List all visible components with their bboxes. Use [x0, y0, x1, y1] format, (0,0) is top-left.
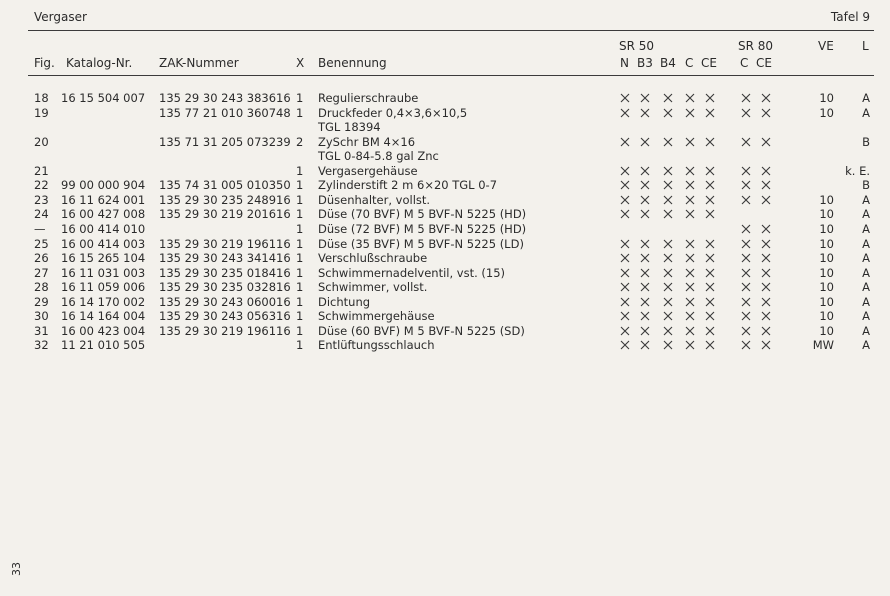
row-l: A: [862, 265, 870, 280]
sr50-applicability-mark-icon: [705, 326, 715, 336]
row-fig: 21: [34, 163, 49, 178]
sr50-applicability-mark-icon: [663, 282, 673, 292]
sr50-applicability-mark-icon: [685, 166, 695, 176]
row-l: A: [862, 236, 870, 251]
sr80-applicability-mark-icon: [741, 108, 751, 118]
row-katalog-nr: 16 11 059 006: [61, 280, 146, 295]
row-katalog-nr: 16 15 265 104: [61, 251, 146, 266]
row-katalog-nr: 99 00 000 904: [61, 178, 146, 193]
sr50-applicability-mark-icon: [705, 180, 715, 190]
sr50-applicability-mark-icon: [685, 180, 695, 190]
row-zak-nummer: 135 71 31 205 073239: [159, 134, 291, 149]
sr80-applicability-mark-icon: [741, 268, 751, 278]
sr50-applicability-mark-icon: [685, 93, 695, 103]
sr80-applicability-mark-icon: [761, 137, 771, 147]
sr80-applicability-mark-icon: [741, 224, 751, 234]
table-row: [0, 251, 890, 265]
row-quantity: 1: [296, 221, 304, 236]
sr50-applicability-mark-icon: [640, 209, 650, 219]
sr80-applicability-mark-icon: [761, 224, 771, 234]
sr50-applicability-mark-icon: [620, 209, 630, 219]
header-katalog: Katalog-Nr.: [66, 56, 133, 70]
row-ve: 10: [819, 207, 834, 222]
row-fig: 20: [34, 134, 49, 149]
sr50-applicability-mark-icon: [640, 239, 650, 249]
row-l: B: [862, 178, 870, 193]
sr50-applicability-mark-icon: [685, 311, 695, 321]
row-zak-nummer: 135 29 30 243 341416: [159, 251, 291, 266]
row-benennung: Regulierschraube: [318, 91, 419, 105]
sr80-applicability-mark-icon: [741, 195, 751, 205]
row-quantity: 1: [296, 323, 304, 338]
sr80-applicability-mark-icon: [741, 137, 751, 147]
row-fig: 27: [34, 265, 49, 280]
row-ve: 10: [819, 192, 834, 207]
row-quantity: 1: [296, 265, 304, 280]
header-sr50-b4: B4: [660, 56, 676, 70]
sr50-applicability-mark-icon: [640, 166, 650, 176]
row-l: A: [862, 309, 870, 324]
sr50-applicability-mark-icon: [663, 137, 673, 147]
sr50-applicability-mark-icon: [705, 137, 715, 147]
sr50-applicability-mark-icon: [640, 297, 650, 307]
row-ve: 10: [819, 265, 834, 280]
row-fig: 22: [34, 178, 49, 193]
sr50-applicability-mark-icon: [685, 297, 695, 307]
top-rule: [28, 30, 874, 31]
sr80-applicability-mark-icon: [741, 326, 751, 336]
row-benennung: Schwimmer, vollst.: [318, 280, 428, 295]
row-quantity: 1: [296, 294, 304, 309]
row-l: A: [862, 280, 870, 295]
sr80-applicability-mark-icon: [761, 239, 771, 249]
header-zak: ZAK-Nummer: [159, 56, 239, 70]
row-katalog-nr: 16 00 427 008: [61, 207, 146, 222]
row-ve: 10: [819, 221, 834, 236]
header-ve: VE: [818, 39, 834, 53]
row-fig: —: [34, 221, 46, 236]
sr50-applicability-mark-icon: [640, 311, 650, 321]
sr50-applicability-mark-icon: [640, 180, 650, 190]
row-l: A: [862, 192, 870, 207]
sr50-applicability-mark-icon: [620, 180, 630, 190]
sr50-applicability-mark-icon: [640, 108, 650, 118]
row-fig: 32: [34, 338, 49, 353]
header-sr80: SR 80: [738, 39, 774, 53]
sr80-applicability-mark-icon: [761, 180, 771, 190]
row-l: A: [862, 251, 870, 266]
header-benennung: Benennung: [318, 56, 387, 70]
header-fig: Fig.: [34, 56, 55, 70]
row-l: A: [862, 105, 870, 120]
row-ve: 10: [819, 309, 834, 324]
table-row: [0, 193, 890, 207]
sr50-applicability-mark-icon: [685, 239, 695, 249]
sr50-applicability-mark-icon: [705, 340, 715, 350]
row-katalog-nr: 16 15 504 007: [61, 91, 146, 105]
sr50-applicability-mark-icon: [640, 282, 650, 292]
row-fig: 29: [34, 294, 49, 309]
sr50-applicability-mark-icon: [640, 93, 650, 103]
sr50-applicability-mark-icon: [705, 282, 715, 292]
row-katalog-nr: 16 00 423 004: [61, 323, 146, 338]
row-benennung: Düse (60 BVF) M 5 BVF-N 5225 (SD): [318, 323, 525, 338]
row-l: A: [862, 221, 870, 236]
sr50-applicability-mark-icon: [640, 137, 650, 147]
sr50-applicability-mark-icon: [620, 282, 630, 292]
row-zak-nummer: 135 74 31 005 010350: [159, 178, 291, 193]
sr50-applicability-mark-icon: [640, 253, 650, 263]
sr50-applicability-mark-icon: [663, 311, 673, 321]
row-benennung: Düse (70 BVF) M 5 BVF-N 5225 (HD): [318, 207, 527, 222]
header-sr80-ce: CE: [756, 56, 772, 70]
sr50-applicability-mark-icon: [685, 268, 695, 278]
sr50-applicability-mark-icon: [663, 108, 673, 118]
sr50-applicability-mark-icon: [620, 297, 630, 307]
sr80-applicability-mark-icon: [741, 239, 751, 249]
row-zak-nummer: 135 29 30 235 018416: [159, 265, 291, 280]
row-benennung: Zylinderstift 2 m 6×20 TGL 0-7: [318, 178, 498, 193]
sr80-applicability-mark-icon: [741, 253, 751, 263]
row-ve: 10: [819, 105, 834, 120]
row-fig: 31: [34, 323, 49, 338]
row-fig: 24: [34, 207, 49, 222]
sr50-applicability-mark-icon: [663, 195, 673, 205]
sr50-applicability-mark-icon: [685, 253, 695, 263]
row-l: A: [862, 91, 870, 105]
sr50-applicability-mark-icon: [640, 326, 650, 336]
sr50-applicability-mark-icon: [620, 268, 630, 278]
sr80-applicability-mark-icon: [761, 166, 771, 176]
row-fig: 23: [34, 192, 49, 207]
sr80-applicability-mark-icon: [741, 297, 751, 307]
row-benennung: Druckfeder 0,4×3,6×10,5: [318, 105, 468, 120]
sr50-applicability-mark-icon: [620, 340, 630, 350]
row-katalog-nr: 16 11 031 003: [61, 265, 146, 280]
sr50-applicability-mark-icon: [620, 326, 630, 336]
header-l: L: [862, 39, 869, 53]
row-benennung: ZySchr BM 4×16: [318, 134, 416, 149]
sr50-applicability-mark-icon: [705, 108, 715, 118]
table-row: [0, 222, 890, 236]
row-zak-nummer: 135 77 21 010 360748: [159, 105, 291, 120]
sr50-applicability-mark-icon: [705, 239, 715, 249]
header-sr50-b3: B3: [637, 56, 653, 70]
sr50-applicability-mark-icon: [663, 340, 673, 350]
row-ve: MW: [812, 338, 834, 353]
table-row: [0, 237, 890, 251]
page-number: 33: [10, 562, 23, 576]
row-zak-nummer: 135 29 30 219 196116: [159, 236, 291, 251]
row-benennung: Schwimmernadelventil, vst. (15): [318, 265, 506, 280]
row-benennung: Düse (72 BVF) M 5 BVF-N 5225 (HD): [318, 221, 527, 236]
row-benennung: Entlüftungsschlauch: [318, 338, 435, 353]
sr50-applicability-mark-icon: [685, 209, 695, 219]
table-row: [0, 324, 890, 338]
sr50-applicability-mark-icon: [640, 340, 650, 350]
row-l: A: [862, 207, 870, 222]
table-row: [0, 120, 890, 134]
sr50-applicability-mark-icon: [705, 166, 715, 176]
sr80-applicability-mark-icon: [761, 311, 771, 321]
sr50-applicability-mark-icon: [705, 209, 715, 219]
table-row: [0, 135, 890, 149]
sr50-applicability-mark-icon: [663, 166, 673, 176]
row-benennung: TGL 18394: [318, 120, 381, 135]
row-benennung: Vergasergehäuse: [318, 163, 418, 178]
row-quantity: 2: [296, 134, 304, 149]
sr80-applicability-mark-icon: [761, 195, 771, 205]
row-l: k. E.: [845, 163, 870, 178]
table-row: [0, 338, 890, 352]
sr50-applicability-mark-icon: [620, 253, 630, 263]
table-row: [0, 266, 890, 280]
row-zak-nummer: 135 29 30 235 032816: [159, 280, 291, 295]
sr50-applicability-mark-icon: [640, 195, 650, 205]
sr80-applicability-mark-icon: [761, 93, 771, 103]
table-row: [0, 309, 890, 323]
sr50-applicability-mark-icon: [663, 209, 673, 219]
header-sr50-n: N: [620, 56, 629, 70]
row-fig: 25: [34, 236, 49, 251]
sr50-applicability-mark-icon: [663, 268, 673, 278]
sr50-applicability-mark-icon: [620, 93, 630, 103]
row-ve: 10: [819, 251, 834, 266]
sr50-applicability-mark-icon: [685, 137, 695, 147]
row-ve: 10: [819, 91, 834, 105]
sr50-applicability-mark-icon: [685, 282, 695, 292]
sr50-applicability-mark-icon: [620, 311, 630, 321]
row-fig: 19: [34, 105, 49, 120]
sr80-applicability-mark-icon: [741, 180, 751, 190]
sr50-applicability-mark-icon: [620, 195, 630, 205]
row-quantity: 1: [296, 207, 304, 222]
row-quantity: 1: [296, 178, 304, 193]
row-katalog-nr: 16 00 414 010: [61, 221, 146, 236]
table-row: [0, 295, 890, 309]
sr80-applicability-mark-icon: [741, 311, 751, 321]
row-fig: 30: [34, 309, 49, 324]
sr50-applicability-mark-icon: [685, 108, 695, 118]
sr50-applicability-mark-icon: [705, 311, 715, 321]
row-katalog-nr: 16 11 624 001: [61, 192, 146, 207]
row-benennung: Düsenhalter, vollst.: [318, 192, 431, 207]
row-katalog-nr: 11 21 010 505: [61, 338, 146, 353]
sr50-applicability-mark-icon: [705, 268, 715, 278]
row-benennung: Dichtung: [318, 294, 371, 309]
row-l: A: [862, 294, 870, 309]
row-ve: 10: [819, 280, 834, 295]
row-quantity: 1: [296, 236, 304, 251]
sr80-applicability-mark-icon: [741, 93, 751, 103]
row-benennung: TGL 0-84-5.8 gal Znc: [318, 149, 439, 164]
row-fig: 28: [34, 280, 49, 295]
row-quantity: 1: [296, 192, 304, 207]
table-row: [0, 280, 890, 294]
row-zak-nummer: 135 29 30 243 060016: [159, 294, 291, 309]
sr50-applicability-mark-icon: [620, 108, 630, 118]
row-l: A: [862, 323, 870, 338]
row-l: B: [862, 134, 870, 149]
header-sr80-c: C: [740, 56, 749, 70]
sr80-applicability-mark-icon: [761, 340, 771, 350]
header-sr50: SR 50: [619, 39, 655, 53]
row-quantity: 1: [296, 309, 304, 324]
row-benennung: Düse (35 BVF) M 5 BVF-N 5225 (LD): [318, 236, 524, 251]
row-zak-nummer: 135 29 30 243 056316: [159, 309, 291, 324]
sr50-applicability-mark-icon: [663, 180, 673, 190]
sr50-applicability-mark-icon: [640, 268, 650, 278]
row-zak-nummer: 135 29 30 219 196116: [159, 323, 291, 338]
sr50-applicability-mark-icon: [705, 297, 715, 307]
row-fig: 18: [34, 91, 49, 105]
table-row: [0, 178, 890, 192]
sr50-applicability-mark-icon: [663, 253, 673, 263]
sr80-applicability-mark-icon: [761, 297, 771, 307]
sr80-applicability-mark-icon: [741, 282, 751, 292]
table-row: [0, 149, 890, 163]
sr50-applicability-mark-icon: [663, 297, 673, 307]
sr80-applicability-mark-icon: [761, 253, 771, 263]
sr80-applicability-mark-icon: [761, 268, 771, 278]
row-ve: 10: [819, 294, 834, 309]
row-quantity: 1: [296, 105, 304, 120]
sr50-applicability-mark-icon: [663, 326, 673, 336]
header-sr50-ce: CE: [701, 56, 717, 70]
row-ve: 10: [819, 236, 834, 251]
sr50-applicability-mark-icon: [685, 326, 695, 336]
row-fig: 26: [34, 251, 49, 266]
header-x: X: [296, 56, 305, 70]
row-quantity: 1: [296, 163, 304, 178]
row-benennung: Schwimmergehäuse: [318, 309, 435, 324]
sr50-applicability-mark-icon: [685, 340, 695, 350]
sr50-applicability-mark-icon: [705, 253, 715, 263]
row-katalog-nr: 16 00 414 003: [61, 236, 146, 251]
sr50-applicability-mark-icon: [620, 166, 630, 176]
row-katalog-nr: 16 14 170 002: [61, 294, 146, 309]
sr50-applicability-mark-icon: [705, 195, 715, 205]
section-title: Vergaser: [34, 10, 87, 24]
sr50-applicability-mark-icon: [685, 195, 695, 205]
sr50-applicability-mark-icon: [663, 93, 673, 103]
table-row: [0, 164, 890, 178]
table-row: [0, 106, 890, 120]
header-rule: [28, 75, 874, 76]
sr80-applicability-mark-icon: [761, 326, 771, 336]
row-ve: 10: [819, 323, 834, 338]
table-row: [0, 207, 890, 221]
row-zak-nummer: 135 29 30 235 248916: [159, 192, 291, 207]
row-quantity: 1: [296, 280, 304, 295]
sr80-applicability-mark-icon: [761, 108, 771, 118]
row-benennung: Verschlußschraube: [318, 251, 428, 266]
sr50-applicability-mark-icon: [620, 239, 630, 249]
header-sr50-c: C: [685, 56, 694, 70]
row-quantity: 1: [296, 91, 304, 105]
row-l: A: [862, 338, 870, 353]
row-quantity: 1: [296, 338, 304, 353]
row-quantity: 1: [296, 251, 304, 266]
table-row: [0, 91, 890, 105]
sr80-applicability-mark-icon: [761, 282, 771, 292]
sr50-applicability-mark-icon: [620, 137, 630, 147]
sr50-applicability-mark-icon: [705, 93, 715, 103]
row-zak-nummer: 135 29 30 243 383616: [159, 91, 291, 105]
sr80-applicability-mark-icon: [741, 166, 751, 176]
row-zak-nummer: 135 29 30 219 201616: [159, 207, 291, 222]
sr80-applicability-mark-icon: [741, 340, 751, 350]
row-katalog-nr: 16 14 164 004: [61, 309, 146, 324]
plate-number: Tafel 9: [830, 10, 870, 24]
sr50-applicability-mark-icon: [663, 239, 673, 249]
